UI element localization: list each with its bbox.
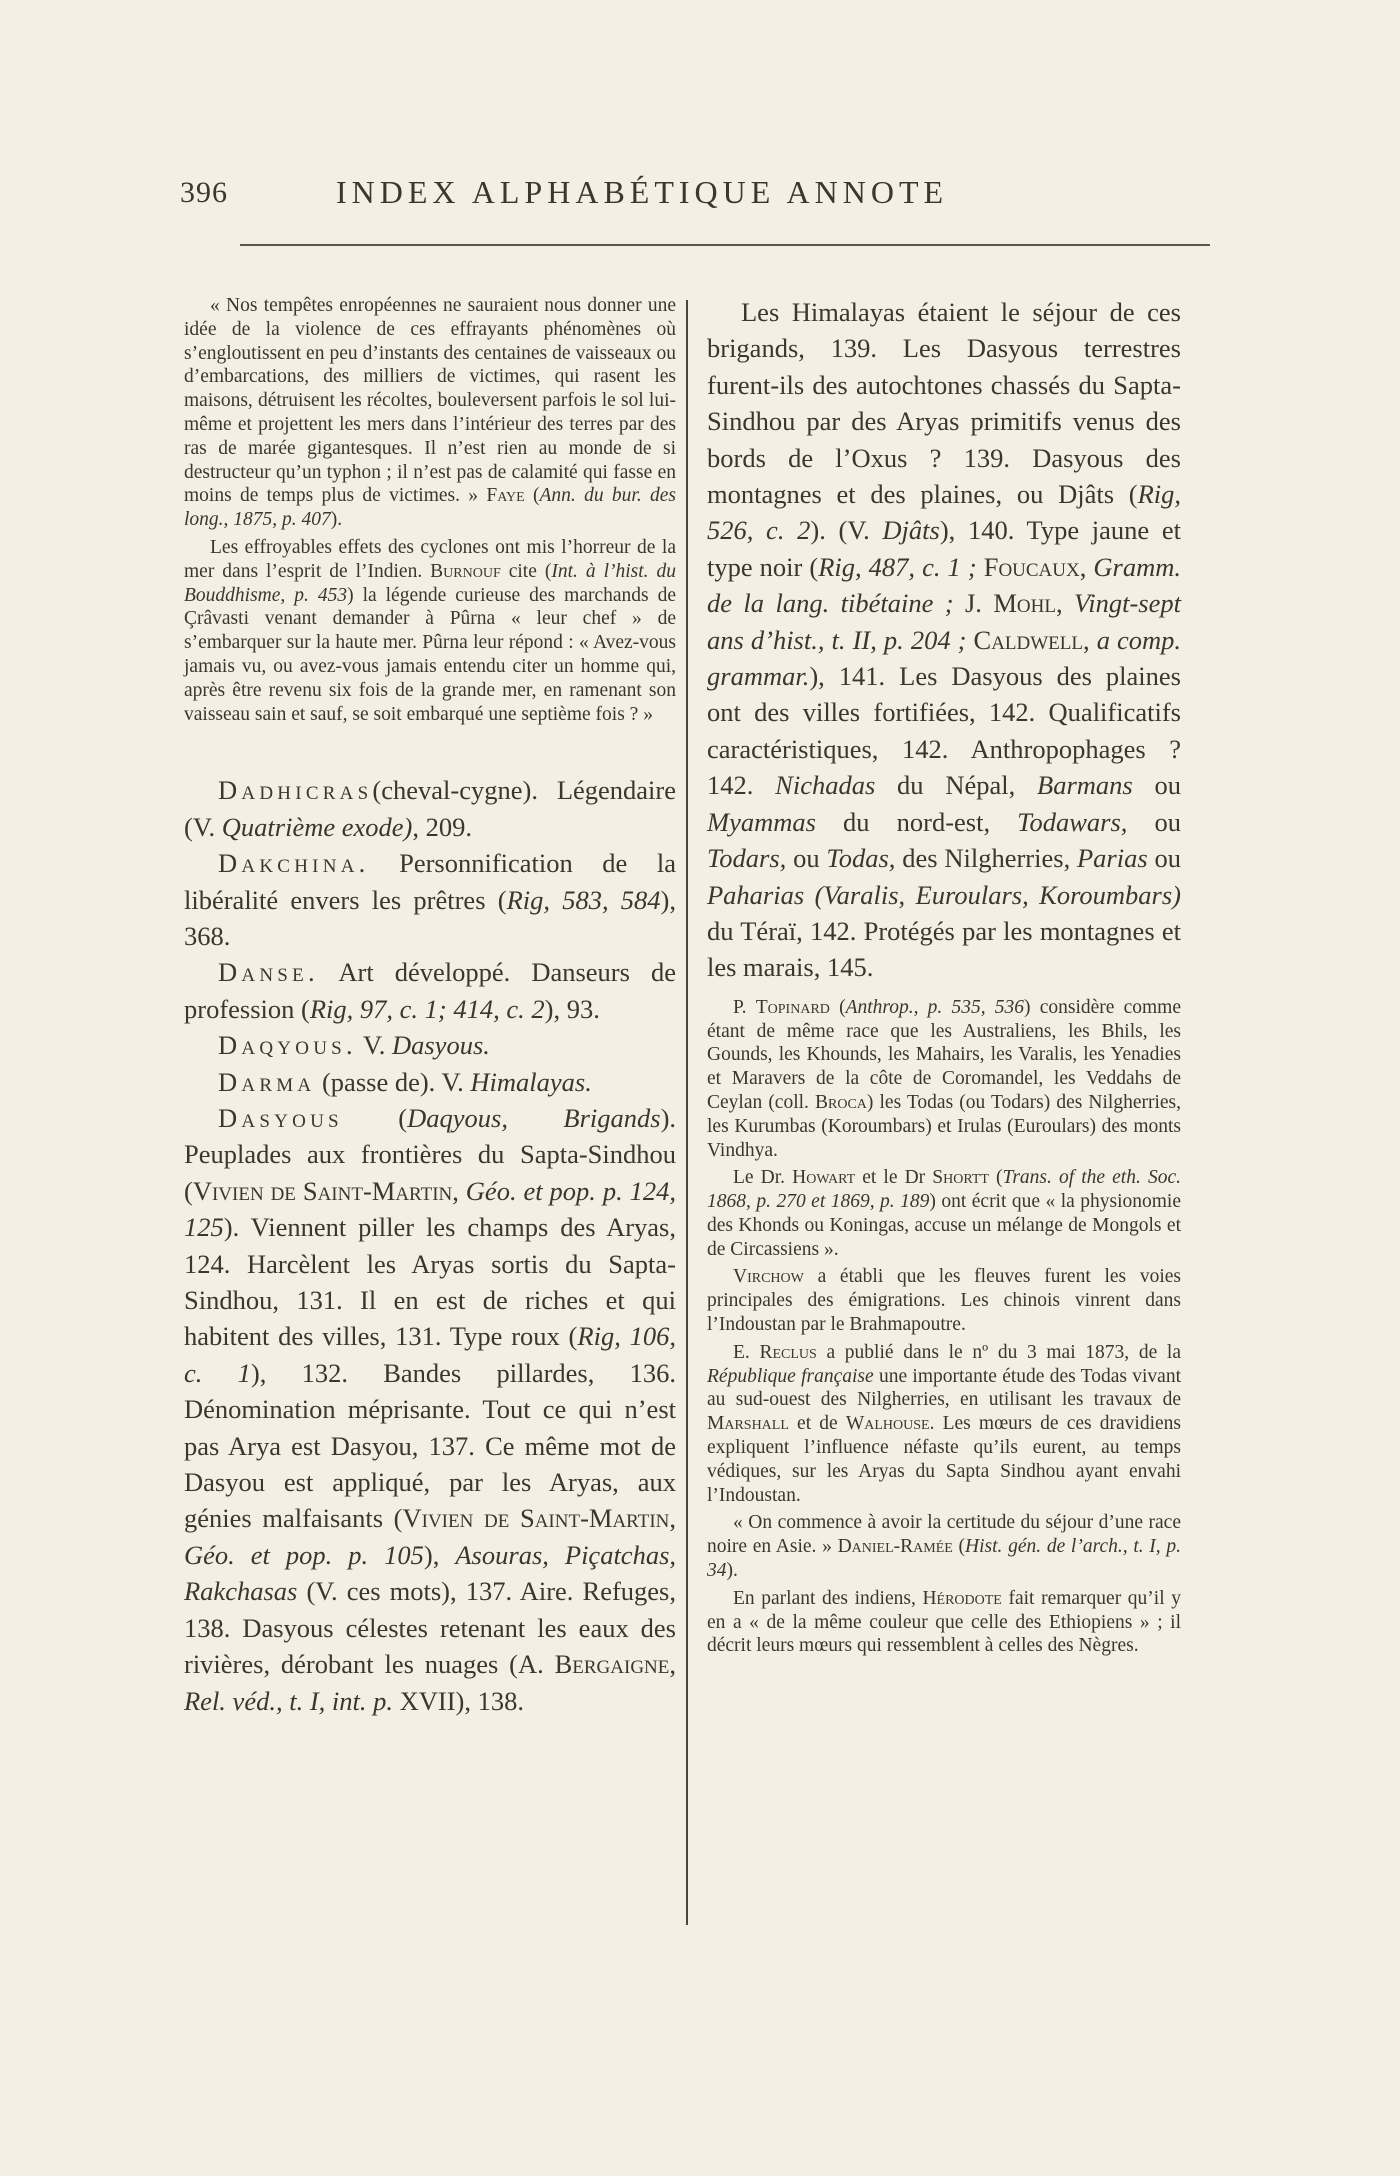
index-entry <box>184 772 676 845</box>
text-run: « On commence à avoir la certitude du séjour d’une race noire en Asie. » <box>707 1512 1181 1558</box>
italic-text: Daqyous, Brigands <box>407 1103 661 1133</box>
note-paragraph <box>707 1587 1181 1658</box>
author-name: Howart <box>792 1167 856 1189</box>
text-run: V. <box>356 1030 392 1061</box>
italic-text: Anthrop., p. 535, 536 <box>845 996 1025 1018</box>
italic-text: Todawars, <box>1017 806 1128 837</box>
italic-text: Himalayas. <box>470 1066 592 1097</box>
italic-text: Rel. véd., t. I, int. p. <box>184 1685 393 1716</box>
text-run: ( <box>829 996 846 1018</box>
text-run: des Nilgherries, <box>895 843 1077 874</box>
text-run: Art développé. Danseurs de profession ( <box>184 957 676 1024</box>
text-run: et de <box>788 1413 846 1435</box>
text-run: En parlant des indiens, <box>733 1587 923 1609</box>
text-run: J. <box>953 588 994 619</box>
italic-text: Rig, 526, c. 2 <box>707 479 1181 546</box>
author-name: Bergaigne <box>554 1649 670 1680</box>
text-run: « Nos tempêtes enropéennes ne sauraient nous donner une idée de la violence de ces effrayants phénomènes où s’engloutissent en peu d’instants des centaines de vaisseaux ou d’embarcations, des milliers de victimes, qui rasent les maisons, détruisent les récoltes, bouleversent parfois le sol lui-même et projettent les mers dans l’intérieur des terres par des ras de marée gigantesques. Il n’est rien au monde de si destructeur qu’un typhon ; il n’est pas de calamité qui fasse en moins de temps plus de victimes. » <box>184 295 676 507</box>
text-run: (cheval-cygne). Légendaire (V. <box>184 775 676 842</box>
index-entry <box>184 845 676 954</box>
text-run: , 209. <box>412 811 472 842</box>
note-paragraph <box>707 1511 1181 1582</box>
text-run: ( <box>988 1167 1003 1189</box>
text-run <box>966 625 973 655</box>
author-name: Topinard <box>755 996 830 1018</box>
italic-text: Trans. of the eth. Soc. 1868, p. 270 et 1869, p. 189 <box>707 1167 1181 1213</box>
text-run: , <box>669 1503 676 1534</box>
author-name: Broca <box>815 1091 867 1113</box>
text-run: , <box>1055 588 1075 619</box>
text-run: ), 132. Bandes pillardes, 136. Dénomination méprisante. Tout ce qui n’est pas Arya est Dasyou, 137. Ce même mot de Dasyou est appliqué, par les Aryas, aux génies malfaisants ( <box>184 1357 676 1534</box>
author-name: Walhouse <box>845 1413 930 1435</box>
italic-text: Paharias (Varalis, Euroulars, Koroumbars) <box>707 879 1181 910</box>
author-name: Caldwell <box>973 624 1083 655</box>
author-name: Marshall <box>707 1413 789 1435</box>
text-run: P. <box>733 996 756 1018</box>
text-run: ), 140. Type jaune et type noir ( <box>707 515 1181 582</box>
text-run: a établi que les fleuves furent les voies principales des émigrations. Les chinois vinrent dans l’Indoustan par le Brahmapoutre. <box>707 1266 1181 1336</box>
entry-headword: Dadhicras <box>218 775 373 806</box>
text-run: ), <box>423 1539 456 1570</box>
index-entry <box>184 954 676 1027</box>
author-name: Faye <box>486 485 525 507</box>
text-run: une importante étude des Todas vivant au sud-ouest des Nilgherries, en utilisant les travaux de <box>707 1365 1181 1411</box>
page-number: 396 <box>180 176 228 209</box>
author-name: Daniel-Ramée <box>837 1536 953 1558</box>
text-run: ), 141. Les Dasyous des plaines ont des villes fortifiées, 142. Qualificatifs caractéristiques, 142. Anthropophages ? 142. <box>707 661 1181 801</box>
italic-text: Gramm. de la lang. tibétaine ; <box>707 551 1182 619</box>
text-run: (passe de). V. <box>315 1066 471 1097</box>
text-run: Le Dr. <box>733 1167 793 1189</box>
text-run: ). <box>330 509 343 531</box>
italic-text: Todas, <box>826 843 896 874</box>
text-run: (V. ces mots), 137. Aire. Refuges, 138. Dasyous célestes retenant les eaux des rivières, dérobant les nuages (A. <box>184 1576 676 1680</box>
text-run: ) considère comme étant de même race que les Australiens, les Bhils, les Gounds, les Khounds, les Mahairs, les Varalis, les Yenadies et Maravers de la côte de Coromandel, les Veddahs de Ceylan (coll. <box>707 996 1182 1113</box>
italic-text: Dasyous. <box>391 1030 490 1061</box>
text-run: ). <box>726 1560 738 1582</box>
text-run: . Les mœurs de ces dravidiens expliquent l’influence néfaste qu’ils eurent, au temps védiques, sur les Aryas du Sapta Sindhou ayant envahi l’Indoustan. <box>707 1413 1181 1506</box>
author-name: Vivien de Saint-Martin <box>402 1503 670 1534</box>
text-run: ) ont écrit que « la physionomie des Khonds ou Koningas, accuse un mélange de Mongols et de Circassiens ». <box>707 1191 1182 1260</box>
text-run: et le Dr <box>855 1167 933 1189</box>
text-run: ) la légende curieuse des marchands de Çrâvasti venant demander à Pûrna « leur chef » de s’embarquer sur la haute mer. Pûrna leur répond : « Avez-vous jamais vu, ou avez-vous jamais entendu citer un homme qui, après être revenu six fois de la grande mer, en ramenant son vaisseau sain et sauf, se soit embarqué une septième fois ? » <box>184 584 676 725</box>
italic-text: Parias <box>1077 843 1148 874</box>
text-run: ), 368. <box>184 884 676 951</box>
italic-text: Barmans <box>1037 770 1133 801</box>
note-paragraph <box>707 1341 1181 1508</box>
author-name: Burnouf <box>430 560 501 582</box>
italic-text: Rig, 583, 584 <box>506 884 661 915</box>
text-run: , <box>452 1175 466 1206</box>
entry-headword: Darma <box>218 1066 316 1097</box>
text-run: E. <box>733 1341 760 1363</box>
text-run: fait remarquer qu’il y en a « de la même couleur que celle des Ethiopiens » ; il décrit leurs mœurs qui ressemblent à celles des Nègres. <box>707 1587 1181 1657</box>
note-paragraph <box>184 294 676 532</box>
text-run: ( <box>524 485 540 507</box>
italic-text: Vingt-sept ans d’hist., t. II, p. 204 ; <box>707 588 1181 655</box>
text-run: Personnification de la libéralité envers les prêtres ( <box>184 848 676 915</box>
index-entry <box>184 1064 676 1100</box>
text-run: ou <box>1147 843 1181 874</box>
italic-text: Géo. et pop. p. 105 <box>184 1539 424 1570</box>
italic-text: Rig, 106, c. 1 <box>184 1321 676 1388</box>
header-rule <box>240 244 1210 246</box>
text-run: XVII), 138. <box>393 1685 524 1716</box>
italic-text: Rig, 97, c. 1; 414, c. 2 <box>309 993 545 1024</box>
note-paragraph <box>707 1166 1181 1261</box>
text-run: ). Viennent piller les champs des Aryas, 124. Harcèlent les Aryas sortis du Sapta-Sindhou, 131. Il en est de riches et qui habitent des villes, 131. Type roux ( <box>184 1212 676 1352</box>
text-run: ), 93. <box>544 993 600 1024</box>
author-name: Shortt <box>932 1167 989 1189</box>
italic-text: Djâts <box>882 515 940 546</box>
italic-text: République française <box>707 1365 874 1387</box>
text-run: ou <box>786 843 827 874</box>
note-paragraph <box>184 536 676 726</box>
italic-text: Rig, 487, c. 1 ; <box>818 551 977 582</box>
text-run: ). Peuplades aux frontières du Sapta-Sindhou ( <box>184 1103 677 1206</box>
note-paragraph <box>707 996 1181 1163</box>
entry-headword: Danse. <box>218 957 319 988</box>
text-run: ) les Todas (ou Todars) des Nilgherries, les Kurumbas (Koroumbars) et Irulas (Euroulars) des monts Vindhya. <box>707 1091 1182 1161</box>
author-name: Hérodote <box>922 1587 1002 1609</box>
italic-text: Géo. et pop. p. 124, 125 <box>184 1175 676 1243</box>
running-title: INDEX ALPHABÉTIQUE ANNOTE <box>336 174 949 210</box>
author-name: Foucaux <box>983 551 1080 582</box>
text-run: ( <box>952 1536 966 1558</box>
text-run: ). (V. <box>810 515 883 546</box>
italic-text: Asouras, Piçatchas, Rakchasas <box>184 1539 677 1607</box>
entry-headword: Dakchina. <box>218 848 370 879</box>
author-name: Reclus <box>759 1341 817 1363</box>
text-run: , <box>1079 551 1094 582</box>
author-name: Vivien de Saint-Martin <box>192 1175 453 1206</box>
text-run: , <box>1083 624 1097 655</box>
entry-headword: Dasyous <box>218 1103 343 1133</box>
text-run: Les effroyables effets des cyclones ont mis l’horreur de la mer dans l’esprit de l’Indien. <box>184 536 676 582</box>
text-run: cite ( <box>500 560 552 582</box>
text-run: ( <box>342 1103 408 1133</box>
text-run: , <box>669 1649 676 1680</box>
italic-text: Myammas <box>707 806 816 837</box>
text-run: du Téraï, 142. Protégés par les montagnes et les marais, 145. <box>707 915 1181 983</box>
text-run: du nord-est, <box>815 806 1018 837</box>
entry-headword: Daqyous. <box>218 1030 357 1061</box>
text-run: a publié dans le nº du 3 mai 1873, de la <box>816 1341 1181 1363</box>
index-entry <box>184 1027 676 1063</box>
text-run: du Népal, <box>875 770 1038 801</box>
text-run <box>977 552 984 582</box>
italic-text: Hist. gén. de l’arch., t. I, p. 34 <box>707 1536 1182 1582</box>
text-run: ou <box>1132 770 1181 801</box>
index-entry <box>184 1100 676 1719</box>
column-divider <box>686 300 688 1925</box>
text-run: ou <box>1127 806 1181 837</box>
italic-text: a comp. grammar. <box>707 624 1182 692</box>
italic-text: Quatrième exode) <box>221 811 413 842</box>
italic-text: Int. à l’hist. du Bouddhisme, p. 453 <box>184 560 677 606</box>
author-name: Virchow <box>733 1266 804 1288</box>
index-entry <box>707 294 1181 986</box>
note-paragraph <box>707 1265 1181 1336</box>
left-column <box>184 294 676 1719</box>
text-run: Les Himalayas étaient le séjour de ces brigands, 139. Les Dasyous terrestres furent-ils des autochtones chassés du Sapta-Sindhou par des Aryas primitifs venus des bords de l’Oxus ? 139. Dasyous des montagnes et des plaines, ou Djâts ( <box>707 297 1181 510</box>
author-name: Mohl <box>993 588 1056 619</box>
italic-text: Nichadas <box>775 770 876 801</box>
italic-text: Todars, <box>707 843 787 874</box>
italic-text: Ann. du bur. des long., 1875, p. 407 <box>184 485 676 531</box>
right-column <box>707 294 1181 1662</box>
